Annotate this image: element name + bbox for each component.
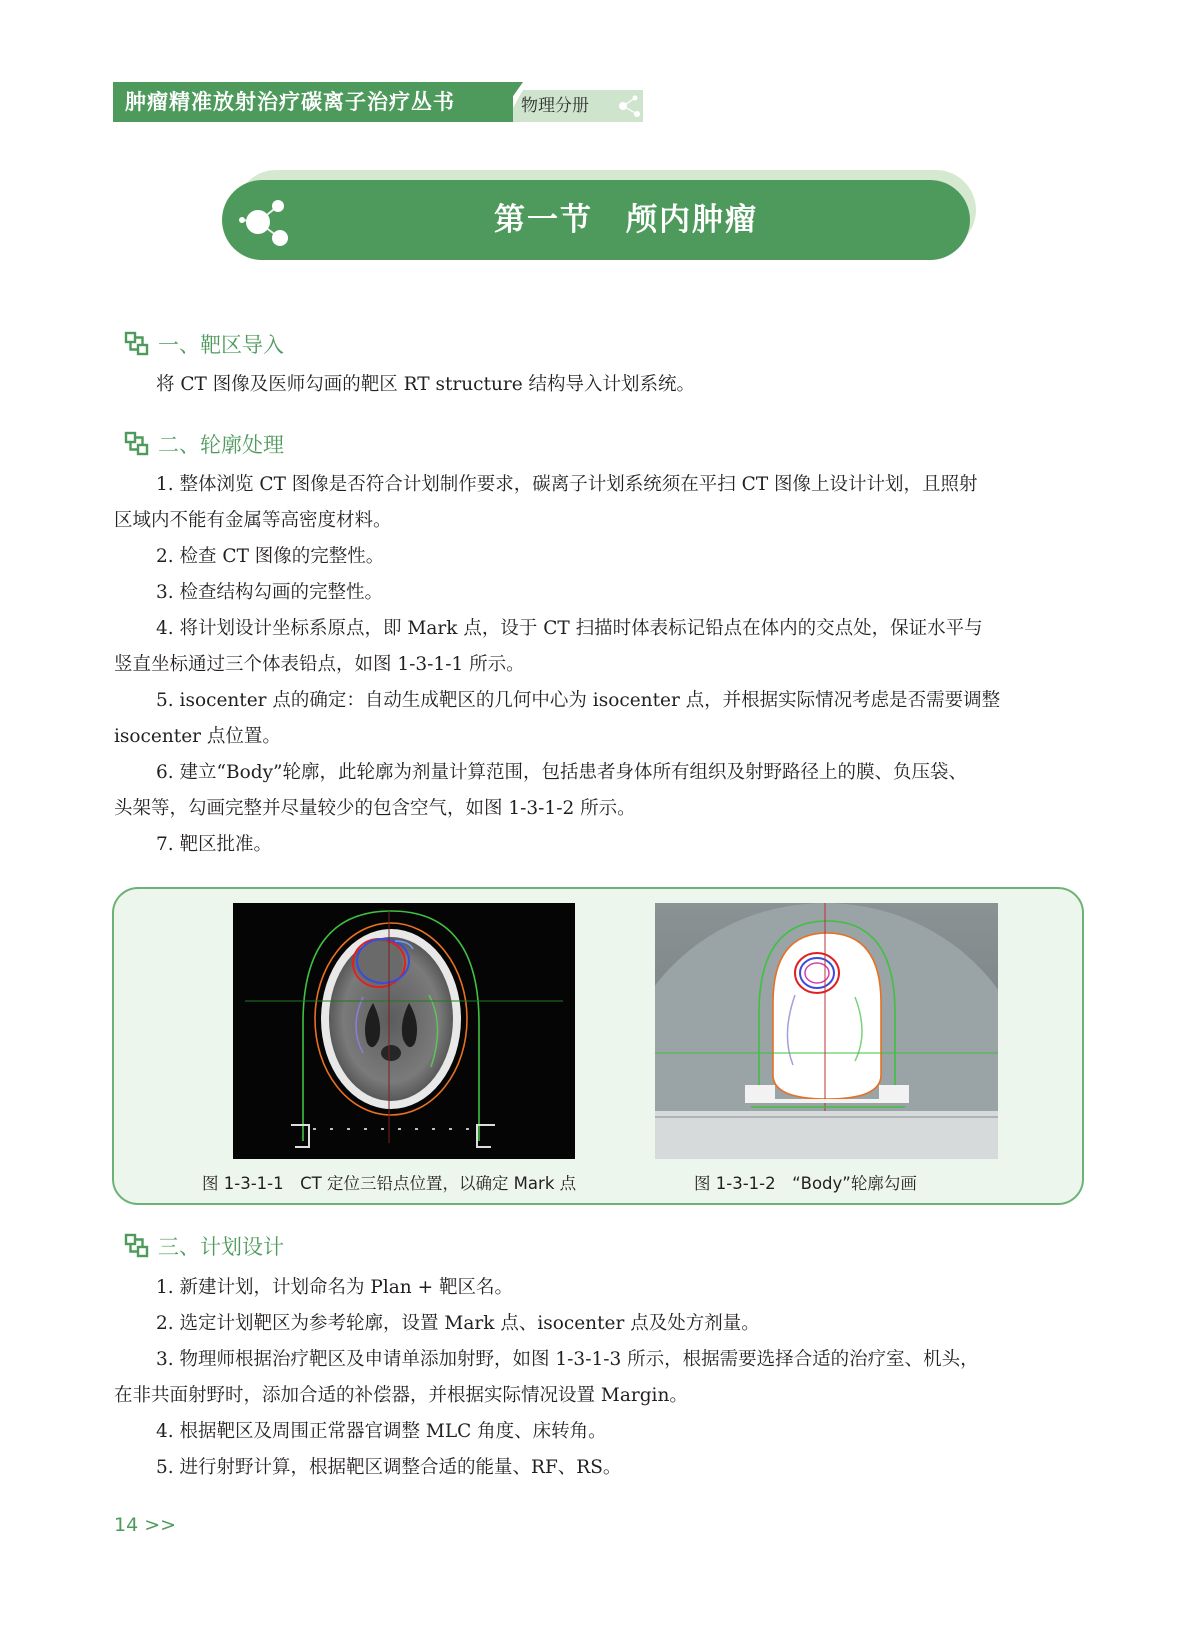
list-item: 5. isocenter 点的确定：自动生成靶区的几何中心为 isocenter 点，并根据实际情况考虑是否需要调整 — [156, 690, 1001, 711]
list-item-continuation: 区域内不能有金属等高密度材料。 — [114, 510, 392, 531]
figure-caption: 图 1-3-1-1 CT 定位三铅点位置，以确定 Mark 点 — [202, 1174, 577, 1193]
list-item: 4. 根据靶区及周围正常器官调整 MLC 角度、床转角。 — [156, 1421, 607, 1442]
figure-caption: 图 1-3-1-2 “Body”轮廓勾画 — [694, 1174, 917, 1193]
series-title: 肿瘤精准放射治疗碳离子治疗丛书 — [113, 82, 513, 122]
heading-target-import — [124, 327, 284, 361]
volume-title: 物理分册 — [521, 96, 589, 116]
list-item: 3. 物理师根据治疗靶区及申请单添加射野，如图 1-3-1-3 所示，根据需要选择合适的治疗室、机头， — [156, 1349, 979, 1370]
list-item: 7. 靶区批准。 — [156, 834, 273, 855]
header-divider — [495, 82, 523, 122]
page-number: 14 >> — [114, 1514, 177, 1536]
list-item: 3. 检查结构勾画的完整性。 — [156, 582, 384, 603]
molecule-icon — [615, 92, 645, 120]
heading-plan-design — [124, 1229, 284, 1263]
paragraph: 将 CT 图像及医师勾画的靶区 RT structure 结构导入计划系统。 — [156, 374, 696, 395]
list-item-continuation: 在非共面射野时，添加合适的补偿器，并根据实际情况设置 Margin。 — [114, 1385, 688, 1406]
list-item-continuation: 头架等，勾画完整并尽量较少的包含空气，如图 1-3-1-2 所示。 — [114, 798, 636, 819]
list-item-continuation: 竖直坐标通过三个体表铅点，如图 1-3-1-1 所示。 — [114, 654, 525, 675]
heading-text: 一、靶区导入 — [158, 333, 284, 357]
section-title: 第一节 颅内肿瘤 — [494, 202, 758, 238]
list-item: 2. 检查 CT 图像的完整性。 — [156, 546, 385, 567]
list-item: 2. 选定计划靶区为参考轮廓，设置 Mark 点、isocenter 点及处方剂量。 — [156, 1313, 760, 1334]
list-item: 1. 新建计划，计划命名为 Plan + 靶区名。 — [156, 1277, 513, 1298]
list-item: 4. 将计划设计坐标系原点，即 Mark 点，设于 CT 扫描时体表标记铅点在体内的交点处，保证水平与 — [156, 618, 983, 639]
ct-image-mark-points — [233, 903, 575, 1159]
outline-icon — [124, 1233, 150, 1259]
heading-text: 三、计划设计 — [158, 1235, 284, 1259]
list-item-continuation: isocenter 点位置。 — [114, 726, 281, 747]
heading-contour-processing — [124, 427, 284, 461]
outline-icon — [124, 431, 150, 457]
outline-icon — [124, 331, 150, 357]
list-item: 1. 整体浏览 CT 图像是否符合计划制作要求，碳离子计划系统须在平扫 CT 图像上设计计划，且照射 — [156, 474, 978, 495]
running-header — [113, 82, 633, 122]
list-item: 6. 建立“Body”轮廓，此轮廓为剂量计算范围，包括患者身体所有组织及射野路径上的膜、负压袋、 — [156, 762, 967, 783]
ct-image-body-contour — [655, 903, 998, 1159]
heading-text: 二、轮廓处理 — [158, 433, 284, 457]
list-item: 5. 进行射野计算，根据靶区调整合适的能量、RF、RS。 — [156, 1457, 622, 1478]
